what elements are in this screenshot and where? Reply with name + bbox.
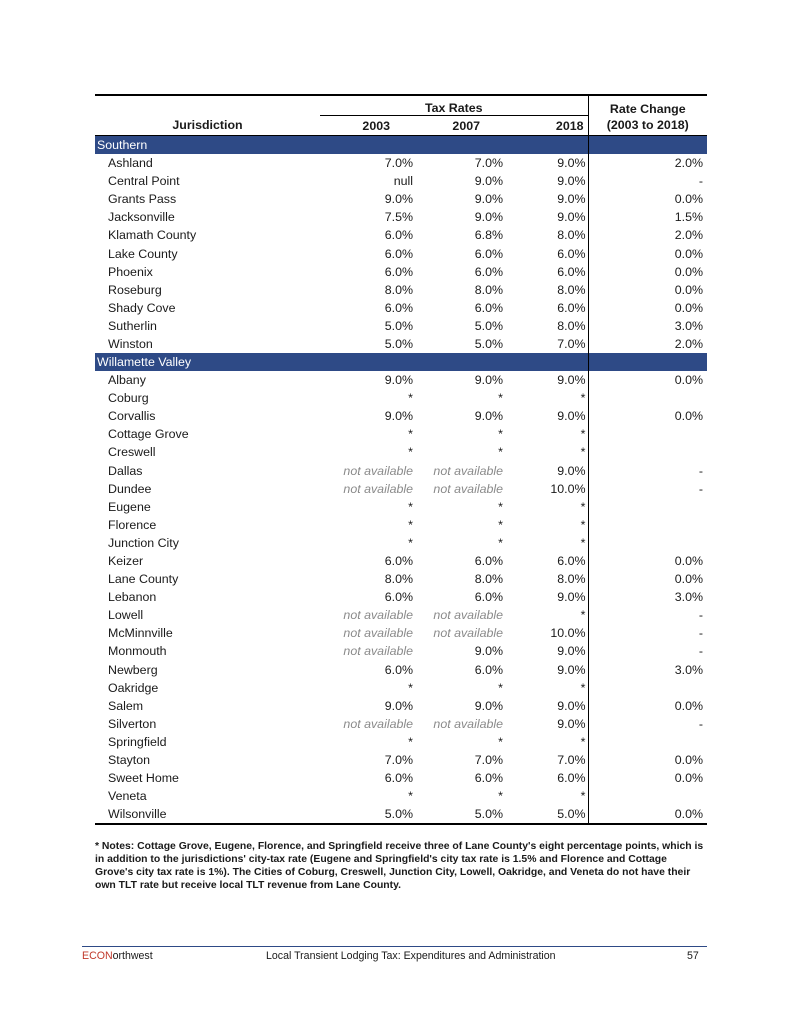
table-row (95, 661, 707, 679)
rate-change-period-header: (2003 to 2018) (588, 116, 707, 136)
rate-2003-cell: 7.0% (384, 753, 413, 768)
table-row (95, 154, 707, 172)
table-row (95, 570, 707, 588)
jurisdiction-header: Jurisdiction (95, 116, 320, 136)
rate-2018-cell: 10.0% (505, 624, 588, 642)
tax-rates-header: Tax Rates (320, 95, 588, 116)
rate-change-cell: 3.0% (674, 662, 703, 677)
rate-2007-cell: not available (433, 608, 503, 623)
rate-change-cell (588, 389, 707, 407)
rate-change-cell: - (698, 626, 703, 641)
rate-2003-cell: 7.5% (384, 210, 413, 225)
rate-2003-cell: not available (343, 644, 413, 659)
jurisdiction-cell: Lowell (108, 608, 144, 623)
rate-2018-cell: 6.0% (505, 769, 588, 787)
rate-2003-cell: 9.0% (384, 409, 413, 424)
rate-change-cell: - (698, 644, 703, 659)
rate-2007-cell: 6.0% (474, 590, 503, 605)
table-row (95, 769, 707, 787)
rate-2018-cell: 9.0% (505, 172, 588, 190)
rate-change-cell: 1.5% (674, 210, 703, 225)
region-row (95, 136, 707, 155)
rate-2003-cell: 6.0% (384, 300, 413, 315)
rate-change-cell (588, 498, 707, 516)
jurisdiction-cell: Silverton (108, 716, 157, 731)
table-row (95, 443, 707, 461)
rate-2007-cell: 9.0% (474, 409, 503, 424)
rate-2018-cell: 6.0% (505, 299, 588, 317)
table-row (95, 480, 707, 498)
rate-change-cell: - (698, 174, 703, 189)
rate-2003-cell: * (408, 789, 413, 804)
rate-2007-cell: * (498, 427, 503, 442)
rate-2007-cell: not available (433, 463, 503, 478)
rate-2003-cell: null (393, 174, 413, 189)
rate-2018-cell: 8.0% (505, 317, 588, 335)
rate-2007-cell: 6.0% (474, 554, 503, 569)
rate-change-cell: 3.0% (674, 318, 703, 333)
rate-change-cell (588, 787, 707, 805)
rate-2018-cell: * (505, 389, 588, 407)
rate-2018-cell: * (505, 679, 588, 697)
jurisdiction-cell: Keizer (108, 554, 144, 569)
rate-2003-cell: not available (343, 481, 413, 496)
table-row (95, 733, 707, 751)
rate-2003-cell: 5.0% (384, 336, 413, 351)
jurisdiction-cell: Salem (108, 698, 144, 713)
jurisdiction-cell: Lake County (108, 246, 178, 261)
table-row (95, 534, 707, 552)
rate-2007-cell: 9.0% (474, 174, 503, 189)
year-2018-header: 2018 (505, 116, 588, 136)
table-row (95, 679, 707, 697)
rate-2003-cell: 6.0% (384, 662, 413, 677)
rate-change-cell (588, 733, 707, 751)
rate-2003-cell: * (408, 535, 413, 550)
jurisdiction-cell: Klamath County (108, 228, 197, 243)
rate-2007-cell: 6.0% (474, 264, 503, 279)
table-row (95, 281, 707, 299)
rate-2018-cell: 9.0% (505, 462, 588, 480)
rate-2018-cell: 9.0% (505, 208, 588, 226)
rate-change-cell: 0.0% (674, 771, 703, 786)
jurisdiction-cell: Florence (108, 517, 157, 532)
jurisdiction-cell: Stayton (108, 753, 151, 768)
table-row (95, 624, 707, 642)
footer-title: Local Transient Lodging Tax: Expenditures and Administration (266, 950, 556, 962)
table-row (95, 805, 707, 824)
rate-2018-cell: 7.0% (505, 751, 588, 769)
rate-2018-cell: 9.0% (505, 661, 588, 679)
rate-2007-cell: * (498, 517, 503, 532)
jurisdiction-cell: Wilsonville (95, 805, 320, 824)
jurisdiction-cell: Monmouth (108, 644, 167, 659)
rate-change-cell: 3.0% (674, 590, 703, 605)
rate-2003-cell: * (408, 391, 413, 406)
rate-2007-cell: not available (433, 716, 503, 731)
jurisdiction-cell: Albany (108, 373, 146, 388)
rate-2018-cell: 6.0% (505, 263, 588, 281)
rate-change-cell: - (698, 608, 703, 623)
rate-change-cell: 0.0% (674, 192, 703, 207)
rate-change-cell (588, 425, 707, 443)
jurisdiction-cell: Central Point (108, 174, 180, 189)
page-number: 57 (687, 950, 699, 962)
rate-change-cell: 0.0% (674, 246, 703, 261)
rate-2018-cell: 6.0% (505, 552, 588, 570)
rate-change-cell (588, 534, 707, 552)
rate-2007-cell: not available (433, 481, 503, 496)
rate-2007-cell: 6.8% (474, 228, 503, 243)
jurisdiction-cell: Cottage Grove (108, 427, 189, 442)
rate-2003-cell: * (408, 680, 413, 695)
region-row (95, 353, 707, 371)
rate-2018-cell: 7.0% (505, 335, 588, 353)
rate-change-cell (588, 443, 707, 461)
jurisdiction-cell: Winston (108, 336, 153, 351)
rate-2003-cell: 5.0% (320, 805, 415, 824)
jurisdiction-cell: Veneta (108, 789, 147, 804)
rate-2018-cell: * (505, 498, 588, 516)
rate-change-cell: 0.0% (674, 282, 703, 297)
rate-2007-cell: 6.0% (474, 246, 503, 261)
rate-2007-cell: * (498, 680, 503, 695)
region-name: Willamette Valley (95, 353, 588, 371)
table-row (95, 498, 707, 516)
region-name: Southern (95, 136, 588, 155)
rate-change-cell: 0.0% (674, 264, 703, 279)
jurisdiction-cell: Eugene (108, 499, 151, 514)
rate-2018-cell: 9.0% (505, 371, 588, 389)
jurisdiction-cell: Corvallis (108, 409, 156, 424)
table-row (95, 606, 707, 624)
table-row (95, 226, 707, 244)
rate-change-cell: 0.0% (674, 409, 703, 424)
table-row (95, 407, 707, 425)
rate-2007-cell: * (498, 445, 503, 460)
rate-change-cell: 0.0% (674, 753, 703, 768)
rate-2018-cell: * (505, 606, 588, 624)
jurisdiction-cell: Lane County (108, 572, 179, 587)
region-blank (588, 136, 707, 155)
rate-2007-cell: 7.0% (474, 156, 503, 171)
region-blank (588, 353, 707, 371)
tax-rates-table-container (95, 94, 707, 825)
rate-2003-cell: 6.0% (384, 554, 413, 569)
rate-2007-cell: 5.0% (415, 805, 505, 824)
table-row (95, 190, 707, 208)
rate-2018-cell: 8.0% (505, 226, 588, 244)
rate-2018-cell: * (505, 443, 588, 461)
rate-change-cell: - (698, 716, 703, 731)
rate-change-cell: 0.0% (674, 373, 703, 388)
rate-2003-cell: 6.0% (384, 228, 413, 243)
jurisdiction-cell: Sutherlin (108, 318, 157, 333)
jurisdiction-cell: Shady Cove (108, 300, 176, 315)
rate-2018-cell: * (505, 534, 588, 552)
rate-2007-cell: * (498, 499, 503, 514)
table-row (95, 317, 707, 335)
table-row (95, 335, 707, 353)
table-row (95, 751, 707, 769)
jurisdiction-cell: Grants Pass (108, 192, 177, 207)
rate-2007-cell: 6.0% (474, 662, 503, 677)
rate-change-cell: 0.0% (674, 698, 703, 713)
rate-change-cell (588, 516, 707, 534)
rate-change-cell: 0.0% (674, 572, 703, 587)
rate-2003-cell: 9.0% (384, 373, 413, 388)
jurisdiction-cell: Coburg (108, 391, 149, 406)
rate-change-cell (588, 679, 707, 697)
rate-change-cell: 2.0% (674, 336, 703, 351)
rate-2003-cell: not available (343, 716, 413, 731)
rate-2007-cell: * (498, 734, 503, 749)
jurisdiction-cell: Jacksonville (108, 210, 175, 225)
rate-2018-cell: 9.0% (505, 588, 588, 606)
rate-2018-cell: 6.0% (505, 244, 588, 262)
rate-2003-cell: * (408, 499, 413, 514)
rate-2018-cell: 9.0% (505, 407, 588, 425)
rate-2007-cell: 5.0% (474, 318, 503, 333)
rate-change-cell: 2.0% (674, 156, 703, 171)
rate-2007-cell: 7.0% (474, 753, 503, 768)
rate-2007-cell: 8.0% (474, 282, 503, 297)
jurisdiction-cell: Sweet Home (108, 771, 179, 786)
rate-change-cell: 0.0% (588, 805, 707, 824)
rate-2003-cell: * (408, 427, 413, 442)
rate-2007-cell: * (498, 391, 503, 406)
rate-2018-cell: 5.0% (505, 805, 588, 824)
year-2003-header: 2003 (320, 116, 415, 136)
rate-2003-cell: not available (343, 608, 413, 623)
rate-2018-cell: * (505, 787, 588, 805)
rate-2018-cell: 9.0% (505, 697, 588, 715)
jurisdiction-cell: Junction City (108, 535, 179, 550)
rate-2007-cell: * (498, 789, 503, 804)
rate-2003-cell: not available (343, 626, 413, 641)
rate-2003-cell: * (408, 734, 413, 749)
table-row (95, 787, 707, 805)
rate-2018-cell: 10.0% (505, 480, 588, 498)
table-note: * Notes: Cottage Grove, Eugene, Florence, and Springfield receive three of Lane County's eight percentage points, which is in addition to the jurisdictions' city-tax rate (Eugene and Springfield's city tax rate is 1.5% and Florence and Cottage Grove's city tax rate is 1%). The Cities of Coburg, Creswell, Junction City, Lowell, Oakridge, and Veneta do not have their own TLT rate but receive local TLT revenue from Lane County. (95, 841, 704, 891)
rate-change-cell: 2.0% (674, 228, 703, 243)
table-row (95, 552, 707, 570)
rate-2018-cell: 8.0% (505, 570, 588, 588)
rate-2007-cell: 6.0% (474, 300, 503, 315)
footer-brand (82, 950, 153, 962)
rate-2007-cell: 5.0% (474, 336, 503, 351)
rate-2018-cell: 8.0% (505, 281, 588, 299)
year-2007-header: 2007 (415, 116, 505, 136)
table-row (95, 425, 707, 443)
jurisdiction-cell: Newberg (108, 662, 158, 677)
jurisdiction-cell: Phoenix (108, 264, 153, 279)
table-row (95, 263, 707, 281)
rate-2003-cell: 9.0% (384, 192, 413, 207)
rate-2003-cell: 6.0% (384, 771, 413, 786)
rate-2007-cell: 9.0% (474, 644, 503, 659)
jurisdiction-cell: Dallas (108, 463, 143, 478)
table-row (95, 462, 707, 480)
rate-2007-cell: 9.0% (474, 192, 503, 207)
table-row (95, 172, 707, 190)
table-row (95, 588, 707, 606)
rate-change-cell: 0.0% (674, 554, 703, 569)
rate-2018-cell: * (505, 425, 588, 443)
table-row (95, 371, 707, 389)
rate-2003-cell: 6.0% (384, 264, 413, 279)
header-blank (95, 95, 320, 116)
brand-prefix: ECON (82, 950, 113, 962)
rate-2003-cell: 5.0% (384, 318, 413, 333)
rate-2007-cell: 9.0% (474, 210, 503, 225)
rate-2007-cell: * (498, 535, 503, 550)
rate-change-cell: - (698, 463, 703, 478)
rate-2018-cell: 9.0% (505, 190, 588, 208)
rate-2003-cell: * (408, 517, 413, 532)
table-row (95, 389, 707, 407)
table-row (95, 697, 707, 715)
rate-2007-cell: 9.0% (474, 698, 503, 713)
rate-2018-cell: 9.0% (505, 642, 588, 660)
jurisdiction-cell: Dundee (108, 481, 152, 496)
table-body (95, 136, 707, 825)
rate-change-cell: 0.0% (674, 300, 703, 315)
jurisdiction-cell: Oakridge (108, 680, 159, 695)
rate-2018-cell: * (505, 516, 588, 534)
tax-rates-table (95, 94, 707, 825)
footer-divider (82, 946, 707, 947)
rate-2003-cell: not available (343, 463, 413, 478)
rate-2007-cell: not available (433, 626, 503, 641)
rate-2003-cell: 9.0% (384, 698, 413, 713)
table-row (95, 208, 707, 226)
rate-2003-cell: * (408, 445, 413, 460)
rate-2003-cell: 6.0% (384, 246, 413, 261)
jurisdiction-cell: Roseburg (108, 282, 162, 297)
rate-2018-cell: * (505, 733, 588, 751)
rate-2007-cell: 6.0% (474, 771, 503, 786)
jurisdiction-cell: Creswell (108, 445, 156, 460)
jurisdiction-cell: McMinnville (108, 626, 173, 641)
jurisdiction-cell: Springfield (108, 734, 167, 749)
rate-2018-cell: 9.0% (505, 154, 588, 172)
rate-2007-cell: 9.0% (474, 373, 503, 388)
rate-change-cell: - (698, 481, 703, 496)
table-row (95, 715, 707, 733)
table-row (95, 299, 707, 317)
rate-2018-cell: 9.0% (505, 715, 588, 733)
table-row (95, 516, 707, 534)
brand-suffix: orthwest (112, 950, 153, 962)
rate-2003-cell: 8.0% (384, 572, 413, 587)
rate-2003-cell: 8.0% (384, 282, 413, 297)
table-row (95, 642, 707, 660)
table-row (95, 244, 707, 262)
rate-change-header: Rate Change (588, 95, 707, 116)
rate-2007-cell: 8.0% (474, 572, 503, 587)
jurisdiction-cell: Ashland (108, 156, 153, 171)
rate-2003-cell: 7.0% (384, 156, 413, 171)
rate-2003-cell: 6.0% (384, 590, 413, 605)
jurisdiction-cell: Lebanon (108, 590, 157, 605)
